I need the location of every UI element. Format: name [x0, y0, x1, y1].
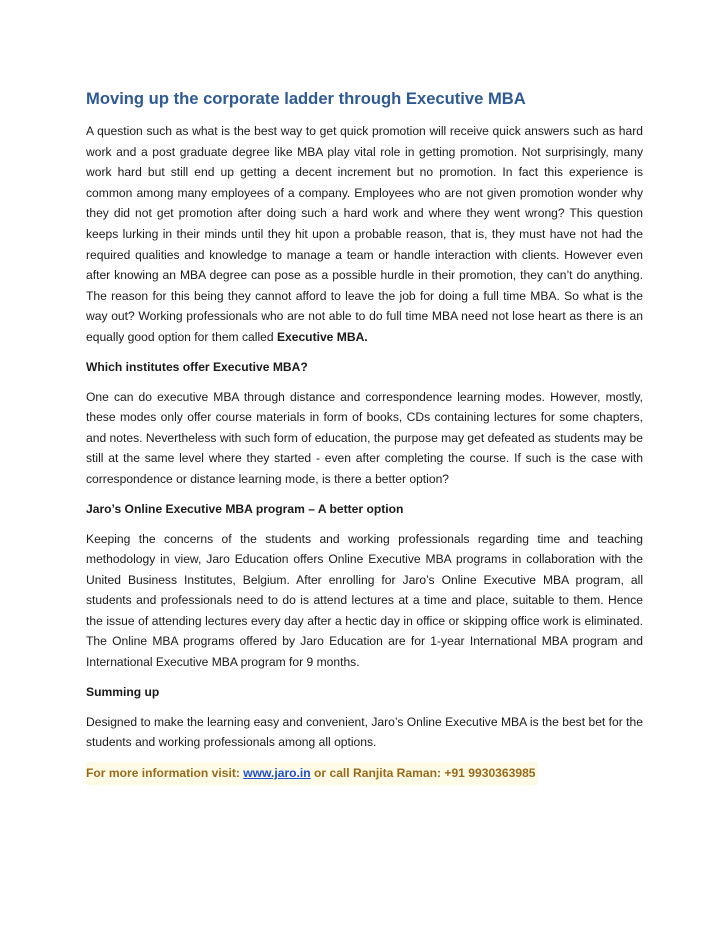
- intro-emphasis: Executive MBA.: [276, 329, 368, 344]
- section-paragraph-jaro-program: Keeping the concerns of the students and working professionals regarding time and teaching methodology in view, Jaro Education offers Online Executive MBA programs in collaboration with the United Business Institutes, Belgium. After enrolling for Jaro’s Online Executive MBA program, all students and professionals need to do is attend lectures at a time and place, suitable to them. Hence the issue of attending lectures every day after a hectic day in office or skipping office work is eliminated. The Online MBA programs offered by Jaro Education are for 1-year International MBA program and International Executive MBA program for 9 months.: [86, 531, 643, 670]
- document-page: [86, 88, 643, 785]
- section-paragraph-summing-up: Designed to make the learning easy and convenient, Jaro’s Online Executive MBA is the best bet for the students and working professionals among all options.: [86, 714, 643, 750]
- contact-prefix: For more information visit:: [86, 765, 244, 780]
- contact-suffix: or call Ranjita Raman: +91 9930363985: [310, 765, 536, 780]
- section-heading-institutes: Which institutes offer Executive MBA?: [86, 359, 308, 374]
- website-link[interactable]: www.jaro.in: [243, 765, 311, 780]
- intro-paragraph: [86, 121, 643, 348]
- section-heading-jaro-program: Jaro’s Online Executive MBA program – A better option: [86, 501, 404, 516]
- intro-text: A question such as what is the best way to get quick promotion will receive quick answers such as hard work and a post graduate degree like MBA play vital role in getting promotion. Not surprisingly, many work hard but still end up getting a decent increment but no promotion. In fact this experience is common among many employees of a company. Employees who are not given promotion wonder why they did not get promotion after doing such a hard work and where they went wrong? This question keeps lurking in their minds until they hit upon a probable reason, that is, they must have not had the required qualities and knowledge to manage a team or handle interaction with clients. However even after knowing an MBA degree can pose as a possible hurdle in their promotion, they can’t do anything. The reason for this being they cannot afford to leave the job for doing a full time MBA. So what is the way out? Working professionals who are not able to do full time MBA need not lose heart as there is an equally good option for them called: [86, 124, 643, 344]
- contact-line: [86, 762, 538, 786]
- document-title: Moving up the corporate ladder through Executive MBA: [86, 89, 526, 108]
- section-heading-summing-up: Summing up: [86, 684, 160, 699]
- section-paragraph-institutes: One can do executive MBA through distance and correspondence learning modes. However, mostly, these modes only offer course materials in form of books, CDs containing lectures for some chapters, and notes. Nevertheless with such form of education, the purpose may get defeated as students may be still at the same level where they started - even after completing the course. If such is the case with correspondence or distance learning mode, is there a better option?: [86, 389, 643, 486]
